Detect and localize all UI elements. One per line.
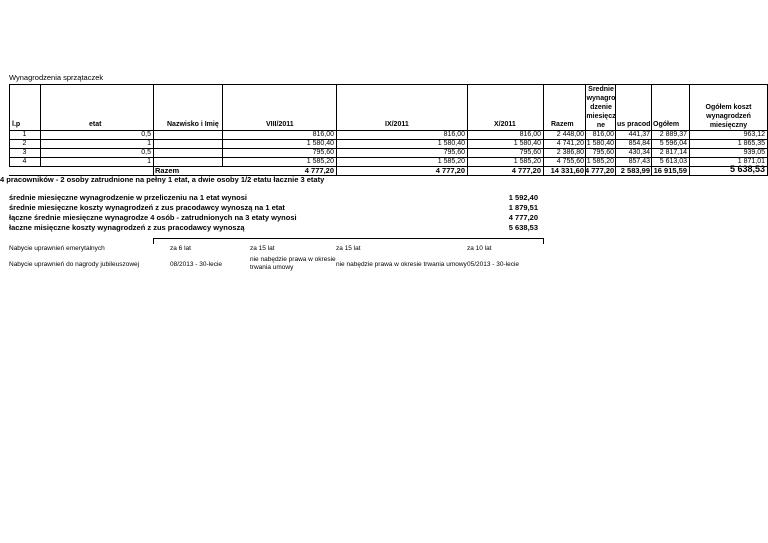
header-srednie: Średnie wynagro dzenie miesięcz ne bbox=[586, 86, 616, 129]
cell-m1: 1 580,40 bbox=[306, 140, 334, 147]
header-lp: l.p bbox=[12, 121, 21, 128]
cell-m3: 1 580,40 bbox=[513, 140, 541, 147]
cell-lp: 4 bbox=[22, 158, 27, 165]
summary-label: łączne średnie miesięczne wynagrodze 4 osób - zatrudnionych na 3 etaty wynosi bbox=[9, 213, 297, 222]
entitlement-cell: nie nabędzie prawa w okresie trwania umowy bbox=[250, 256, 336, 271]
totals-ogolem: 16 915,59 bbox=[653, 166, 687, 175]
summary-value: 5 638,53 bbox=[508, 223, 538, 232]
cell-m1: 795,60 bbox=[312, 149, 334, 156]
cell-razem: 4 755,60 bbox=[556, 158, 584, 165]
summary-label: średnie miesięczne koszty wynagrodzeń z zus pracodawcy wynoszą na 1 etat bbox=[9, 203, 285, 212]
totals-m2: 4 777,20 bbox=[435, 166, 465, 175]
totals-m3: 4 777,20 bbox=[511, 166, 541, 175]
totals-zus: 2 583,99 bbox=[620, 166, 650, 175]
cell-m1: 816,00 bbox=[312, 131, 334, 138]
cell-og: 5 596,04 bbox=[659, 140, 687, 147]
header-month-3: X/2011 bbox=[494, 121, 516, 128]
cell-m3: 1 585,20 bbox=[513, 158, 541, 165]
cell-lp: 3 bbox=[22, 149, 27, 156]
cell-zus: 430,34 bbox=[628, 149, 650, 156]
entitlement-cell: za 6 lat bbox=[170, 245, 191, 252]
cell-zus: 857,43 bbox=[628, 158, 650, 165]
header-etat: etat bbox=[89, 121, 102, 128]
summary-value: 4 777,20 bbox=[508, 213, 538, 222]
cell-zus: 441,37 bbox=[628, 131, 650, 138]
cell-razem: 2 448,00 bbox=[556, 131, 584, 138]
cell-m1: 1 585,20 bbox=[306, 158, 334, 165]
page-title: Wynagrodzenia sprzątaczek bbox=[9, 73, 104, 82]
cell-etat: 1 bbox=[147, 140, 151, 147]
entitlement-cell: nie nabędzie prawa w okresie trwania umowy bbox=[336, 261, 467, 268]
cell-m2: 1 580,40 bbox=[437, 140, 465, 147]
employees-note: 4 pracowników - 2 osoby zatrudnione na pełny 1 etat, a dwie osoby 1/2 etatu łacznie 3 etaty bbox=[0, 175, 325, 184]
entitlement-cell: za 10 lat bbox=[467, 245, 492, 252]
cell-og: 2 817,14 bbox=[659, 149, 687, 156]
cell-etat: 1 bbox=[147, 158, 151, 165]
cell-zus: 854,84 bbox=[628, 140, 650, 147]
cell-etat: 0,5 bbox=[141, 131, 151, 138]
header-month-2: IX/2011 bbox=[385, 121, 409, 128]
summary-label: średnie miesięczne wynagrodzenie w przeliczeniu na 1 etat wynosi bbox=[9, 193, 247, 202]
cell-sr: 816,00 bbox=[592, 131, 614, 138]
cell-razem: 2 386,80 bbox=[556, 149, 584, 156]
cell-etat: 0,5 bbox=[141, 149, 151, 156]
cell-sr: 1 585,20 bbox=[586, 158, 614, 165]
header-nazwisko: Nazwisko i Imię bbox=[167, 121, 219, 128]
cell-koszt: 1 865,35 bbox=[737, 140, 765, 147]
header-ogolem-koszt: Ogółem koszt wynagrodzeń miesięczny bbox=[705, 104, 752, 129]
totals-m1: 4 777,20 bbox=[304, 166, 334, 175]
cell-koszt: 963,12 bbox=[743, 131, 765, 138]
cell-m2: 816,00 bbox=[443, 131, 465, 138]
header-ogolem: Ogółem bbox=[653, 121, 680, 128]
cell-koszt: 1 871,01 bbox=[737, 158, 765, 165]
header-zus: us pracod bbox=[617, 121, 650, 128]
cell-koszt: 939,05 bbox=[743, 149, 765, 156]
cell-m3: 795,60 bbox=[519, 149, 541, 156]
header-razem: Razem bbox=[551, 121, 574, 128]
entitlement-row-label: Nabycie uprawnień do nagrody jubileuszowej bbox=[9, 261, 140, 268]
entitlement-cell: 08/2013 - 30-lecie bbox=[170, 261, 223, 268]
totals-koszt: 5 638,53 bbox=[729, 164, 765, 174]
entitlement-cell: za 15 lat bbox=[250, 245, 275, 252]
cell-m2: 1 585,20 bbox=[437, 158, 465, 165]
summary-value: 1 879,51 bbox=[508, 203, 538, 212]
summary-value: 1 592,40 bbox=[508, 193, 538, 202]
cell-sr: 1 580,40 bbox=[586, 140, 614, 147]
cell-og: 2 889,37 bbox=[659, 131, 687, 138]
totals-label: Razem bbox=[155, 166, 180, 175]
entitlement-cell: 05/2013 - 30-lecie bbox=[467, 261, 520, 268]
summary-label: łaczne misięczne koszty wynagrodzeń z zus pracodawcy wynoszą bbox=[9, 223, 245, 232]
cell-lp: 2 bbox=[22, 140, 27, 147]
cell-razem: 4 741,20 bbox=[556, 140, 584, 147]
totals-srednie: 4 777,20 bbox=[585, 166, 615, 175]
cell-og: 5 613,03 bbox=[659, 158, 687, 165]
cell-lp: 1 bbox=[22, 131, 27, 138]
cell-sr: 795,60 bbox=[592, 149, 614, 156]
cell-m3: 816,00 bbox=[519, 131, 541, 138]
totals-razem: 14 331,60 bbox=[550, 166, 584, 175]
cell-m2: 795,60 bbox=[443, 149, 465, 156]
entitlement-row-label: Nabycie uprawnień emerytalnych bbox=[9, 245, 105, 252]
entitlement-cell: za 15 lat bbox=[336, 245, 361, 252]
header-month-1: VIII/2011 bbox=[266, 121, 294, 128]
